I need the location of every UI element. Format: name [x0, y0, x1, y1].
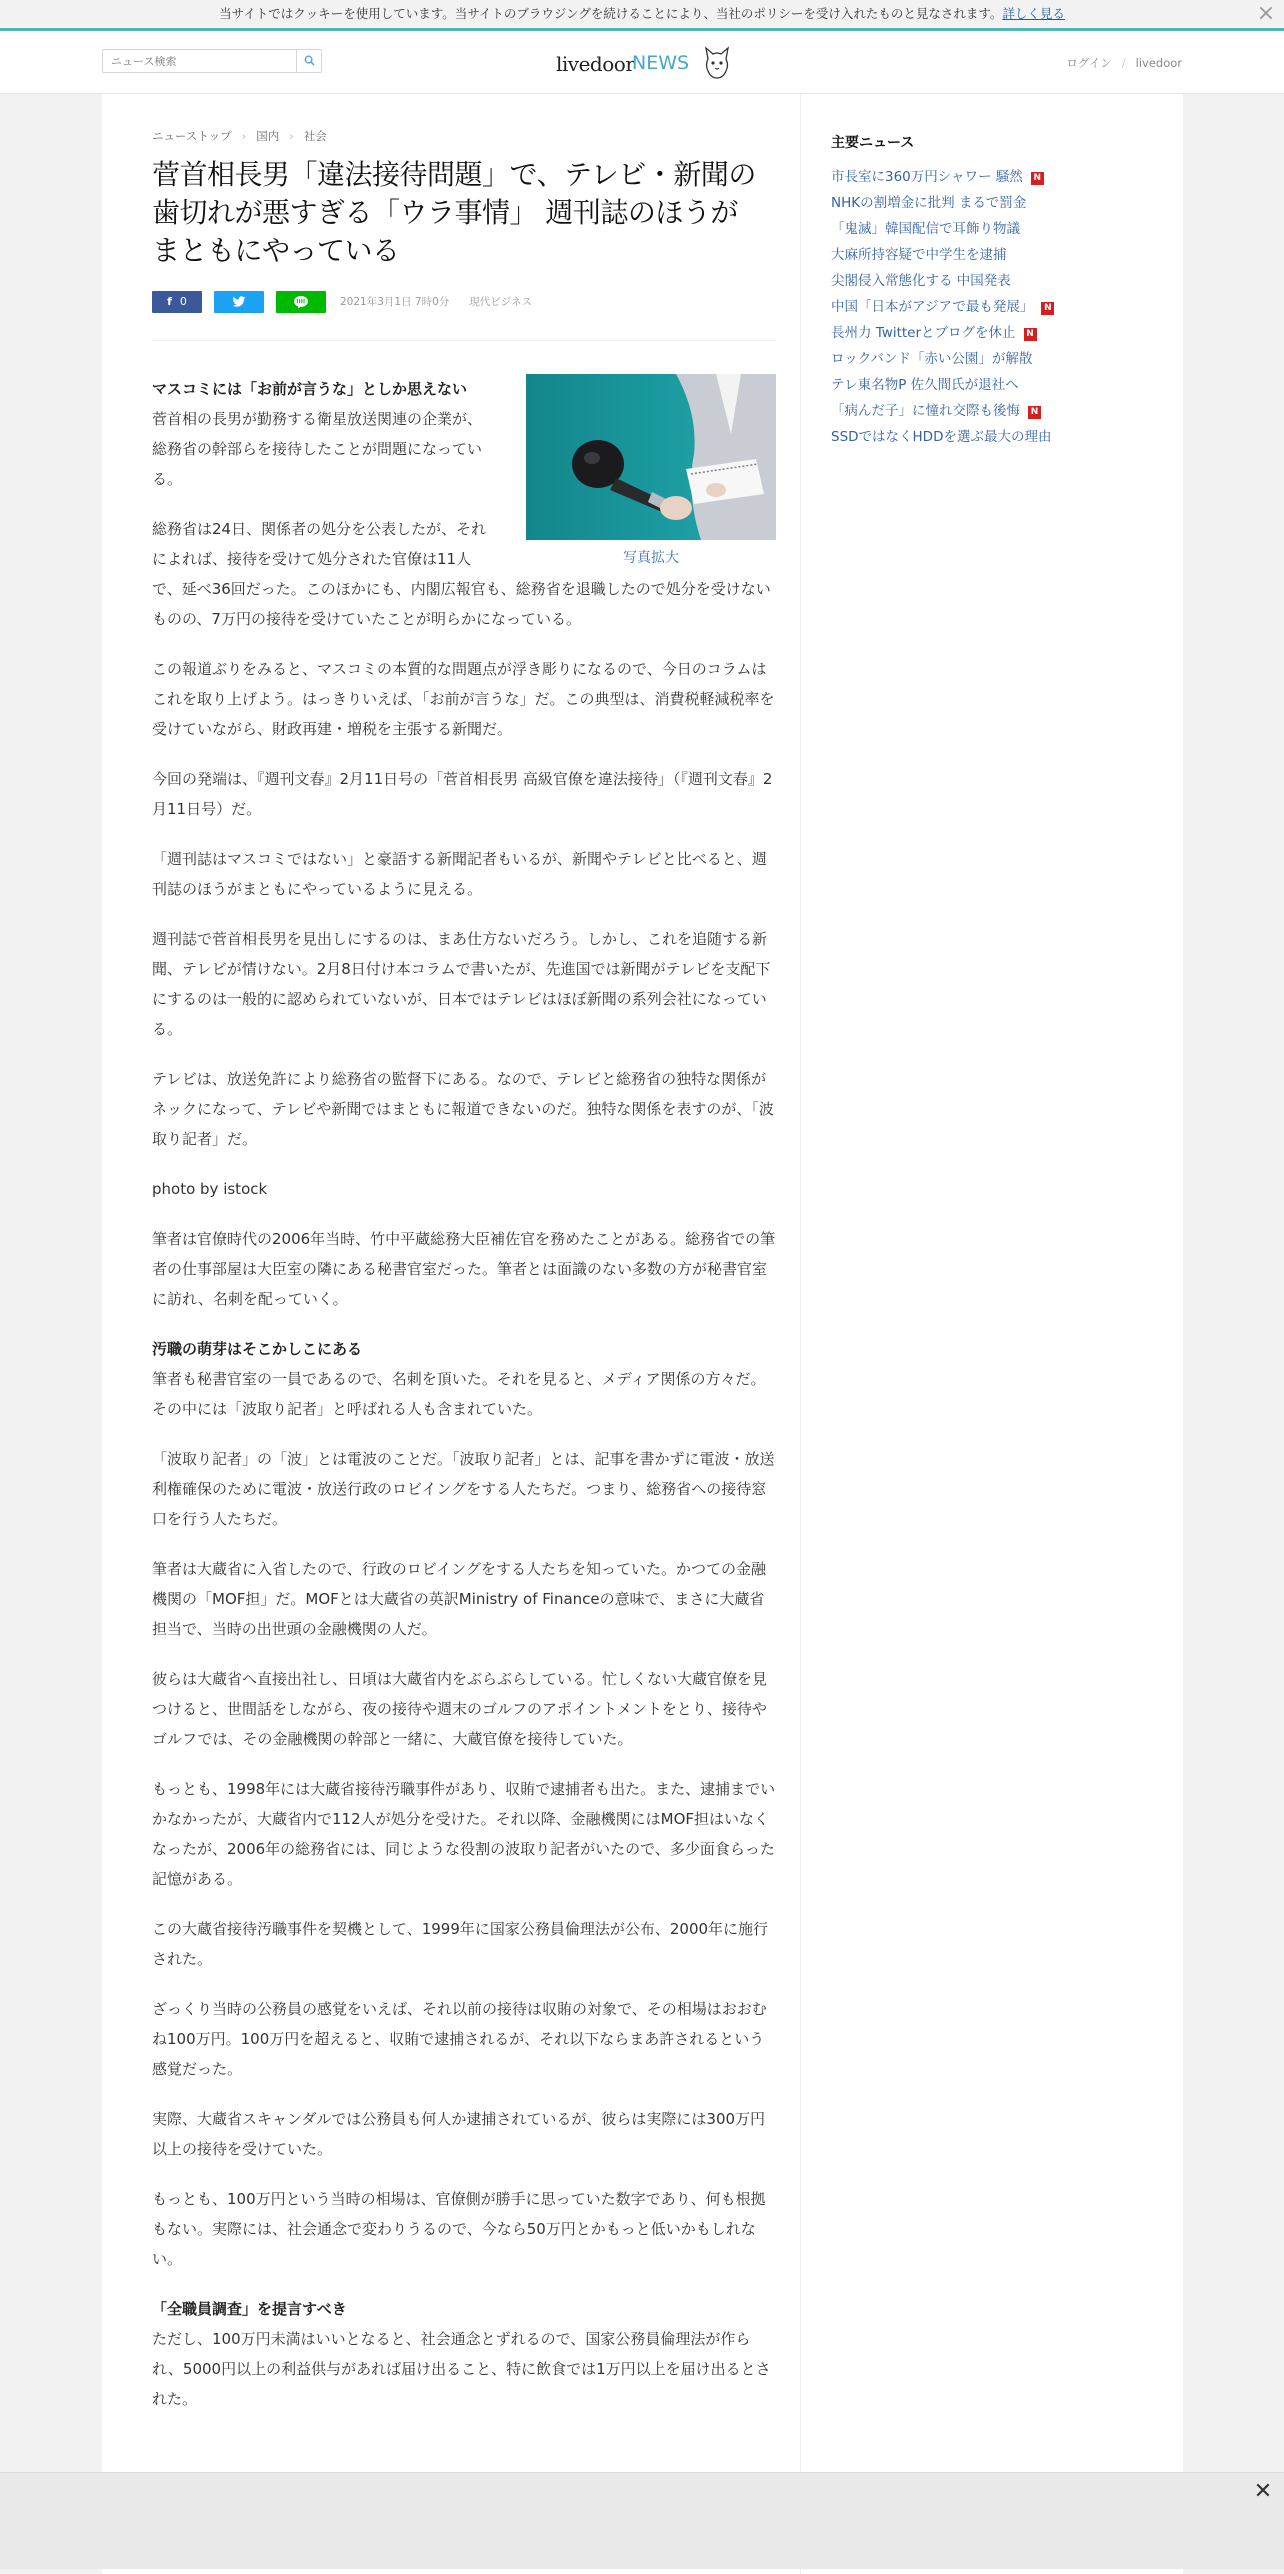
- sidebar-title: 主要ニュース: [831, 135, 915, 151]
- paragraph-text: 筆者も秘書官室の一員であるので、名刺を頂いた。それを見ると、メディア関係の方々だ。その中には「波取り記者」と呼ばれる人も含まれていた。: [152, 1370, 766, 1418]
- news-item[interactable]: [831, 216, 1054, 242]
- news-item-label: 市長室に360万円シャワー 騒然: [831, 169, 1023, 185]
- paragraph: 週刊誌で菅首相長男を見出しにするのは、まあ仕方ないだろう。しかし、これを追随する新聞、テレビが情けない。2月8日付け本コラムで書いたが、先進国では新聞がテレビを支配下にするのは一般的に認められていないが、日本ではテレビはほぼ新聞の系列会社になっている。: [152, 930, 771, 1038]
- paragraph: この大蔵省接待汚職事件を契機として、1999年に国家公務員倫理法が公布、2000年に施行された。: [152, 1920, 769, 1968]
- login-link[interactable]: ログイン: [1066, 56, 1112, 70]
- sidebar: [800, 94, 1183, 2574]
- news-item-label: SSDではなくHDDを選ぶ最大の理由: [831, 429, 1052, 445]
- paragraph-text: 菅首相の長男が勤務する衛星放送関連の企業が、総務省の幹部らを接待したことが問題になっている。: [152, 410, 483, 488]
- news-item[interactable]: [831, 190, 1054, 216]
- paragraph: テレビは、放送免許により総務省の監督下にある。なので、テレビと総務省の独特な関係がネックになって、テレビや新聞ではまともに報道できないのだ。独特な関係を表すのが、「波取り記者」だ。: [152, 1070, 774, 1148]
- news-item-label: 大麻所持容疑で中学生を逮捕: [831, 247, 1007, 263]
- news-item[interactable]: [831, 268, 1054, 294]
- new-badge: N: [1031, 172, 1044, 185]
- line-share-button[interactable]: [276, 291, 326, 313]
- paragraph: もっとも、100万円という当時の相場は、官僚側が勝手に思っていた数字であり、何も根拠もない。実際には、社会通念で変わりうるので、今なら50万円とかもっと低いかもしれない。: [152, 2190, 766, 2268]
- paragraph: [152, 2294, 776, 2414]
- header-divider: /: [1121, 56, 1126, 70]
- paragraph-text: ただし、100万円未満はいいとなると、社会通念とずれるので、国家公務員倫理法が作られ、5000円以上の利益供与があれば届け出ること、特に飲食では1万円以上を届け出るとされた。: [152, 2330, 771, 2408]
- facebook-icon: f: [167, 295, 172, 308]
- livedoor-link[interactable]: livedoor: [1135, 56, 1182, 70]
- news-item[interactable]: [831, 242, 1054, 268]
- paragraph: 実際、大蔵省スキャンダルでは公務員も何人か逮捕されているが、彼らは実際には300万円以上の接待を受けていた。: [152, 2110, 766, 2158]
- news-item-label: NHKの割増金に批判 まるで罰金: [831, 195, 1027, 211]
- paragraph: [152, 1334, 776, 1424]
- facebook-share-button[interactable]: [152, 291, 202, 313]
- section-heading: マスコミには「お前が言うな」としか思えない: [152, 380, 468, 398]
- article-column: [102, 94, 800, 2574]
- breadcrumb-domestic[interactable]: 国内: [256, 129, 280, 143]
- divider: [152, 340, 776, 341]
- twitter-icon: [232, 296, 246, 308]
- photo-expand-link[interactable]: 写真拡大: [623, 550, 679, 566]
- logo-word: livedoor: [556, 52, 635, 76]
- news-item-label: ロックバンド「赤い公園」が解散: [831, 351, 1033, 367]
- paragraph: 筆者は官僚時代の2006年当時、竹中平蔵総務大臣補佐官を務めたことがある。総務省での筆者の仕事部屋は大臣室の隣にある秘書官室だった。筆者とは面識のない多数の方が秘書官室に訪れ、名刺を配っていく。: [152, 1230, 776, 1308]
- news-item[interactable]: [831, 320, 1054, 346]
- header-links: [1066, 55, 1182, 71]
- paragraph: 「週刊誌はマスコミではない」と豪語する新聞記者もいるが、新聞やテレビと比べると、週刊誌のほうがまともにやっているように見える。: [152, 850, 767, 898]
- twitter-share-button[interactable]: [214, 291, 264, 313]
- site-header: [0, 31, 1284, 94]
- ad-close-icon[interactable]: ✕: [1253, 2479, 1273, 2504]
- news-item-label: 中国「日本がアジアで最も発展」: [831, 299, 1034, 315]
- paragraph: 彼らは大蔵省へ直接出社し、日頃は大蔵省内をぶらぶらしている。忙しくない大蔵官僚を見つけると、世間話をしながら、夜の接待や週末のゴルフのアポイントメントをとり、接待やゴルフでは、その金融機関の幹部と一緒に、大蔵官僚を接待していた。: [152, 1670, 768, 1748]
- news-item[interactable]: [831, 294, 1054, 320]
- new-badge: N: [1028, 406, 1041, 419]
- article-date: 2021年3月1日 7時0分: [340, 296, 450, 308]
- paragraph: 筆者は大蔵省に入省したので、行政のロビイングをする人たちを知っていた。かつての金融機関の「MOF担」だ。MOFとは大蔵省の英訳Ministry of Financeの意味で、まさに大蔵省担当で、当時の出世頭の金融機関の人だ。: [152, 1560, 766, 1638]
- new-badge: N: [1041, 302, 1054, 315]
- news-item-label: 尖閣侵入常態化する 中国発表: [831, 273, 1011, 289]
- paragraph: 総務省は24日、関係者の処分を公表したが、それによれば、接待を受けて処分された官僚は11人で、延べ36回だった。このほかにも、内閣広報官も、総務省を退職したので処分を受けないものの、7万円の接待を受けていたことが明らかになっている。: [152, 520, 771, 628]
- news-item[interactable]: [831, 398, 1054, 424]
- search-input[interactable]: [103, 50, 293, 72]
- cookie-text: 当サイトではクッキーを使用しています。当サイトのブラウジングを続けることにより、当社のポリシーを受け入れたものと見なされます。: [219, 6, 1003, 21]
- facebook-count: 0: [179, 295, 187, 308]
- news-item-label: テレ東名物P 佐久間氏が退社へ: [831, 377, 1019, 393]
- news-item-label: 長州力 Twitterとブログを休止: [831, 325, 1016, 341]
- news-item[interactable]: [831, 346, 1054, 372]
- mascot-icon: [702, 45, 732, 81]
- logo-news: NEWS: [632, 52, 690, 74]
- chevron-right-icon: ›: [241, 129, 247, 143]
- breadcrumb-top[interactable]: ニューストップ: [152, 129, 232, 143]
- section-heading: 汚職の萌芽はそこかしこにある: [152, 1340, 363, 1358]
- news-item[interactable]: [831, 164, 1054, 190]
- photo-microphone-image[interactable]: [526, 374, 776, 540]
- article-title: 菅首相長男「違法接待問題」で、テレビ・新聞の歯切れが悪すぎる「ウラ事情」 週刊誌のほうがまともにやっている: [152, 158, 756, 267]
- search-box: [102, 49, 322, 73]
- site-logo[interactable]: [556, 45, 732, 81]
- search-icon: [304, 55, 315, 66]
- search-button[interactable]: [296, 50, 321, 72]
- new-badge: N: [1024, 328, 1037, 341]
- line-icon: [293, 295, 309, 309]
- breadcrumb: [152, 128, 327, 144]
- article-photo[interactable]: [526, 374, 776, 570]
- paragraph: 「波取り記者」の「波」とは電波のことだ。「波取り記者」とは、記事を書かずに電波・放送利権確保のために電波・放送行政のロビイングをする人たちだ。つまり、総務省への接待窓口を行う人たちだ。: [152, 1450, 775, 1528]
- cookie-details-link[interactable]: 詳しく見る: [1002, 6, 1065, 21]
- photo-credit: photo by istock: [152, 1180, 268, 1198]
- news-item[interactable]: [831, 424, 1054, 450]
- bottom-ad-bar: [0, 2472, 1284, 2569]
- article-meta: [340, 294, 532, 309]
- chevron-right-icon: ›: [289, 129, 294, 143]
- news-item-label: 「病んだ子」に憧れ交際も後悔: [831, 403, 1020, 419]
- top-news-list: [831, 164, 1054, 450]
- section-heading: 「全職員調査」を提言すべき: [152, 2300, 347, 2318]
- news-item-label: 「鬼滅」韓国配信で耳飾り物議: [831, 221, 1020, 237]
- paragraph: もっとも、1998年には大蔵省接待汚職事件があり、収賄で逮捕者も出た。また、逮捕までいかなかったが、大蔵省内で112人が処分を受けた。それ以降、金融機関にはMOF担はいなくなったが、2006年の総務省には、同じような役割の波取り記者がいたので、多少面食らった記憶がある。: [152, 1780, 776, 1888]
- microphone-illustration: [526, 374, 776, 540]
- paragraph: ざっくり当時の公務員の感覚をいえば、それ以前の接待は収賄の対象で、その相場はおおむね100万円。100万円を超えると、収賄で逮捕されるが、それ以下ならまあ許されるという感覚だった。: [152, 2000, 767, 2078]
- article-source[interactable]: 現代ビジネス: [469, 296, 532, 308]
- paragraph: この報道ぶりをみると、マスコミの本質的な問題点が浮き彫りになるので、今日のコラムはこれを取り上げよう。はっきりいえば、「お前が言うな」だ。この典型は、消費税軽減税率を受けていながら、財政再建・増税を主張する新聞だ。: [152, 660, 775, 738]
- cookie-close-icon[interactable]: ×: [1256, 1, 1276, 26]
- paragraph: 今回の発端は、『週刊文春』2月11日号の「菅首相長男 高級官僚を違法接待」（『週刊文春』2月11日号）だ。: [152, 770, 773, 818]
- news-item[interactable]: [831, 372, 1054, 398]
- article-body: [152, 374, 776, 2434]
- breadcrumb-society[interactable]: 社会: [303, 129, 327, 143]
- cookie-banner: [0, 0, 1284, 31]
